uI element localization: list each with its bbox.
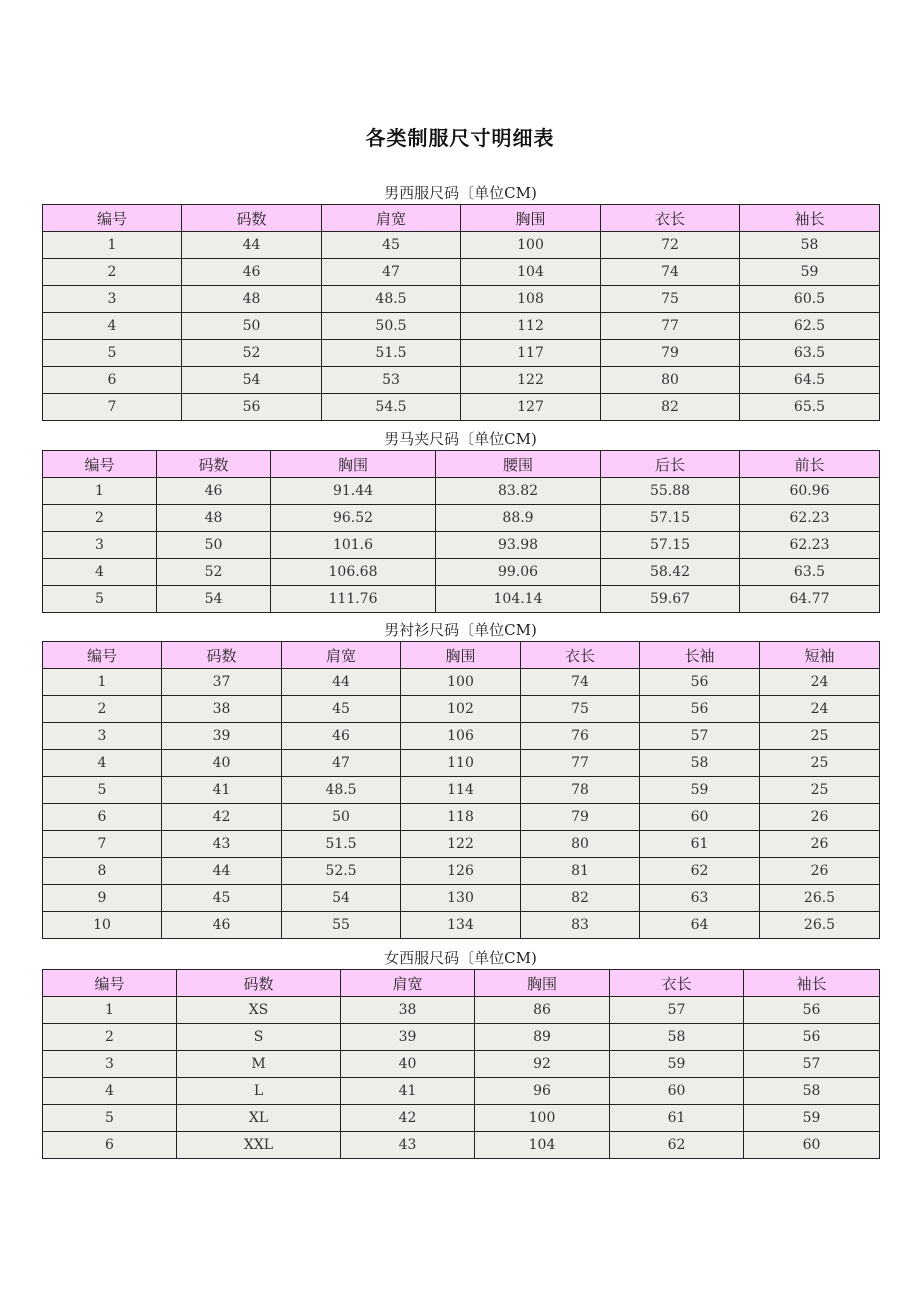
table-row bbox=[43, 586, 880, 613]
table-cell: 118 bbox=[401, 804, 521, 831]
table-row bbox=[43, 669, 880, 696]
table-cell: 91.44 bbox=[271, 478, 436, 505]
table-cell: 50 bbox=[157, 532, 271, 559]
table-cell: 55 bbox=[282, 912, 401, 939]
column-header: 胸围 bbox=[271, 451, 436, 478]
table-row bbox=[43, 912, 880, 939]
table-cell: 59 bbox=[744, 1105, 880, 1132]
table-cell: 41 bbox=[162, 777, 282, 804]
table-row bbox=[43, 777, 880, 804]
table-cell: 101.6 bbox=[271, 532, 436, 559]
column-header: 前长 bbox=[740, 451, 880, 478]
table-cell: 62.5 bbox=[740, 313, 880, 340]
table-cell: 53 bbox=[322, 367, 461, 394]
table-cell: 52 bbox=[157, 559, 271, 586]
page-title: 各类制服尺寸明细表 bbox=[365, 126, 555, 150]
table-cell: 56 bbox=[744, 1024, 880, 1051]
table-cell: 82 bbox=[601, 394, 740, 421]
table-cell: 54 bbox=[282, 885, 401, 912]
table-cell: 62 bbox=[610, 1132, 744, 1159]
table-cell: 48.5 bbox=[282, 777, 401, 804]
table-cell: 47 bbox=[282, 750, 401, 777]
table-cell: 52.5 bbox=[282, 858, 401, 885]
table-cell: 89 bbox=[475, 1024, 610, 1051]
table-row bbox=[43, 505, 880, 532]
table-row bbox=[43, 997, 880, 1024]
table-cell: 4 bbox=[43, 313, 182, 340]
table-cell: 48 bbox=[182, 286, 322, 313]
table-caption: 男衬衫尺码〔单位CM) bbox=[384, 621, 537, 639]
table-cell: 48 bbox=[157, 505, 271, 532]
table-cell: 127 bbox=[461, 394, 601, 421]
table-cell: 54 bbox=[182, 367, 322, 394]
table-cell: 57 bbox=[610, 997, 744, 1024]
table-cell: 42 bbox=[162, 804, 282, 831]
table-cell: 40 bbox=[162, 750, 282, 777]
table-row bbox=[43, 1024, 880, 1051]
column-header: 胸围 bbox=[461, 205, 601, 232]
table-cell: 42 bbox=[341, 1105, 475, 1132]
table-cell: 41 bbox=[341, 1078, 475, 1105]
table-cell: 52 bbox=[182, 340, 322, 367]
table-cell: 96 bbox=[475, 1078, 610, 1105]
table-row bbox=[43, 259, 880, 286]
mens-shirt-table bbox=[42, 641, 880, 939]
table-cell: 40 bbox=[341, 1051, 475, 1078]
table-cell: 59 bbox=[740, 259, 880, 286]
table-cell: 96.52 bbox=[271, 505, 436, 532]
table-row bbox=[43, 696, 880, 723]
table-cell: 64.5 bbox=[740, 367, 880, 394]
table-cell: 6 bbox=[43, 1132, 177, 1159]
mens-vest-section bbox=[42, 428, 879, 613]
table-cell: 58 bbox=[640, 750, 760, 777]
table-cell: 48.5 bbox=[322, 286, 461, 313]
column-header: 肩宽 bbox=[322, 205, 461, 232]
column-header: 肩宽 bbox=[341, 970, 475, 997]
table-cell: 5 bbox=[43, 1105, 177, 1132]
table-cell: 50 bbox=[282, 804, 401, 831]
table-cell: 62.23 bbox=[740, 532, 880, 559]
table-cell: 46 bbox=[157, 478, 271, 505]
mens-suit-table bbox=[42, 204, 880, 421]
table-cell: 9 bbox=[43, 885, 162, 912]
table-cell: 8 bbox=[43, 858, 162, 885]
table-cell: 26 bbox=[760, 858, 880, 885]
column-header: 胸围 bbox=[401, 642, 521, 669]
column-header: 编号 bbox=[43, 970, 177, 997]
table-cell: 50.5 bbox=[322, 313, 461, 340]
table-cell: 114 bbox=[401, 777, 521, 804]
table-cell: 2 bbox=[43, 696, 162, 723]
table-cell: 54 bbox=[157, 586, 271, 613]
table-cell: 112 bbox=[461, 313, 601, 340]
table-cell: 37 bbox=[162, 669, 282, 696]
table-cell: 65.5 bbox=[740, 394, 880, 421]
table-cell: 4 bbox=[43, 1078, 177, 1105]
table-cell: 117 bbox=[461, 340, 601, 367]
table-cell: 92 bbox=[475, 1051, 610, 1078]
table-cell: 3 bbox=[43, 723, 162, 750]
column-header: 衣长 bbox=[601, 205, 740, 232]
table-row bbox=[43, 1132, 880, 1159]
table-cell: 25 bbox=[760, 723, 880, 750]
table-cell: 78 bbox=[521, 777, 640, 804]
column-header: 袖长 bbox=[740, 205, 880, 232]
table-cell: 80 bbox=[521, 831, 640, 858]
table-cell: 54.5 bbox=[322, 394, 461, 421]
table-cell: 64 bbox=[640, 912, 760, 939]
table-cell: 26 bbox=[760, 804, 880, 831]
table-cell: 57.15 bbox=[601, 532, 740, 559]
table-cell: 122 bbox=[461, 367, 601, 394]
table-cell: 83 bbox=[521, 912, 640, 939]
table-cell: 76 bbox=[521, 723, 640, 750]
table-cell: XS bbox=[177, 997, 341, 1024]
womens-suit-table bbox=[42, 969, 880, 1159]
table-cell: 44 bbox=[162, 858, 282, 885]
table-cell: 83.82 bbox=[436, 478, 601, 505]
column-header: 编号 bbox=[43, 451, 157, 478]
table-cell: 58 bbox=[740, 232, 880, 259]
table-cell: 3 bbox=[43, 286, 182, 313]
table-cell: 104 bbox=[461, 259, 601, 286]
column-header: 长袖 bbox=[640, 642, 760, 669]
table-cell: 134 bbox=[401, 912, 521, 939]
table-cell: M bbox=[177, 1051, 341, 1078]
table-cell: 61 bbox=[610, 1105, 744, 1132]
column-header: 衣长 bbox=[521, 642, 640, 669]
table-cell: 102 bbox=[401, 696, 521, 723]
table-cell: 56 bbox=[640, 669, 760, 696]
table-cell: 88.9 bbox=[436, 505, 601, 532]
table-cell: 1 bbox=[43, 478, 157, 505]
table-cell: 1 bbox=[43, 997, 177, 1024]
table-cell: 2 bbox=[43, 505, 157, 532]
table-cell: 111.76 bbox=[271, 586, 436, 613]
table-cell: 25 bbox=[760, 750, 880, 777]
column-header: 肩宽 bbox=[282, 642, 401, 669]
column-header: 编号 bbox=[43, 205, 182, 232]
table-cell: 6 bbox=[43, 367, 182, 394]
table-cell: 56 bbox=[640, 696, 760, 723]
table-cell: 64.77 bbox=[740, 586, 880, 613]
column-header: 胸围 bbox=[475, 970, 610, 997]
table-row bbox=[43, 723, 880, 750]
table-cell: 3 bbox=[43, 532, 157, 559]
table-row bbox=[43, 858, 880, 885]
table-cell: 45 bbox=[322, 232, 461, 259]
table-cell: 45 bbox=[282, 696, 401, 723]
table-cell: 106.68 bbox=[271, 559, 436, 586]
table-row bbox=[43, 394, 880, 421]
table-cell: XXL bbox=[177, 1132, 341, 1159]
table-row bbox=[43, 1105, 880, 1132]
table-row bbox=[43, 559, 880, 586]
table-cell: 5 bbox=[43, 586, 157, 613]
table-cell: 104.14 bbox=[436, 586, 601, 613]
table-cell: 45 bbox=[162, 885, 282, 912]
table-cell: 57 bbox=[744, 1051, 880, 1078]
table-cell: 44 bbox=[282, 669, 401, 696]
mens-vest-table bbox=[42, 450, 880, 613]
column-header: 编号 bbox=[43, 642, 162, 669]
column-header: 袖长 bbox=[744, 970, 880, 997]
table-cell: 57.15 bbox=[601, 505, 740, 532]
table-cell: 63 bbox=[640, 885, 760, 912]
table-cell: 26.5 bbox=[760, 885, 880, 912]
table-row bbox=[43, 367, 880, 394]
table-cell: 55.88 bbox=[601, 478, 740, 505]
table-cell: 10 bbox=[43, 912, 162, 939]
table-cell: 61 bbox=[640, 831, 760, 858]
table-cell: 46 bbox=[182, 259, 322, 286]
table-cell: 59 bbox=[610, 1051, 744, 1078]
table-cell: 4 bbox=[43, 750, 162, 777]
table-cell: 80 bbox=[601, 367, 740, 394]
table-cell: 2 bbox=[43, 259, 182, 286]
table-cell: 5 bbox=[43, 340, 182, 367]
table-cell: 39 bbox=[162, 723, 282, 750]
table-cell: 62 bbox=[640, 858, 760, 885]
table-row bbox=[43, 1078, 880, 1105]
table-cell: 56 bbox=[182, 394, 322, 421]
table-cell: 6 bbox=[43, 804, 162, 831]
column-header: 后长 bbox=[601, 451, 740, 478]
table-cell: 38 bbox=[341, 997, 475, 1024]
table-cell: 26 bbox=[760, 831, 880, 858]
header-row bbox=[43, 205, 880, 232]
table-cell: 59.67 bbox=[601, 586, 740, 613]
table-cell: 24 bbox=[760, 696, 880, 723]
header-row bbox=[43, 642, 880, 669]
table-caption: 女西服尺码〔单位CM) bbox=[384, 949, 537, 967]
table-cell: 77 bbox=[601, 313, 740, 340]
header-row bbox=[43, 970, 880, 997]
table-row bbox=[43, 831, 880, 858]
table-cell: 57 bbox=[640, 723, 760, 750]
table-cell: 62.23 bbox=[740, 505, 880, 532]
table-cell: 130 bbox=[401, 885, 521, 912]
table-row bbox=[43, 340, 880, 367]
table-cell: 77 bbox=[521, 750, 640, 777]
table-cell: 3 bbox=[43, 1051, 177, 1078]
table-cell: 75 bbox=[601, 286, 740, 313]
table-cell: 38 bbox=[162, 696, 282, 723]
table-cell: 39 bbox=[341, 1024, 475, 1051]
table-cell: 4 bbox=[43, 559, 157, 586]
column-header: 码数 bbox=[162, 642, 282, 669]
table-cell: 104 bbox=[475, 1132, 610, 1159]
table-cell: 2 bbox=[43, 1024, 177, 1051]
table-cell: 74 bbox=[601, 259, 740, 286]
table-row bbox=[43, 804, 880, 831]
table-cell: 63.5 bbox=[740, 559, 880, 586]
column-header: 码数 bbox=[177, 970, 341, 997]
table-cell: 51.5 bbox=[282, 831, 401, 858]
table-cell: XL bbox=[177, 1105, 341, 1132]
table-row bbox=[43, 478, 880, 505]
table-cell: 110 bbox=[401, 750, 521, 777]
table-cell: 108 bbox=[461, 286, 601, 313]
table-cell: 5 bbox=[43, 777, 162, 804]
table-cell: 63.5 bbox=[740, 340, 880, 367]
table-cell: 60 bbox=[610, 1078, 744, 1105]
table-cell: L bbox=[177, 1078, 341, 1105]
table-cell: 58.42 bbox=[601, 559, 740, 586]
table-cell: 126 bbox=[401, 858, 521, 885]
table-cell: 58 bbox=[610, 1024, 744, 1051]
table-cell: 58 bbox=[744, 1078, 880, 1105]
table-cell: 50 bbox=[182, 313, 322, 340]
table-row bbox=[43, 885, 880, 912]
table-row bbox=[43, 532, 880, 559]
table-cell: 100 bbox=[461, 232, 601, 259]
table-cell: 72 bbox=[601, 232, 740, 259]
table-cell: 86 bbox=[475, 997, 610, 1024]
table-cell: 24 bbox=[760, 669, 880, 696]
table-cell: 25 bbox=[760, 777, 880, 804]
table-cell: 74 bbox=[521, 669, 640, 696]
table-cell: 60 bbox=[744, 1132, 880, 1159]
table-cell: 60.96 bbox=[740, 478, 880, 505]
table-cell: 46 bbox=[282, 723, 401, 750]
mens-shirt-section bbox=[42, 619, 879, 939]
table-cell: 82 bbox=[521, 885, 640, 912]
table-cell: S bbox=[177, 1024, 341, 1051]
mens-suit-section bbox=[42, 182, 879, 421]
table-cell: 56 bbox=[744, 997, 880, 1024]
header-row bbox=[43, 451, 880, 478]
table-cell: 43 bbox=[341, 1132, 475, 1159]
column-header: 短袖 bbox=[760, 642, 880, 669]
table-cell: 47 bbox=[322, 259, 461, 286]
table-caption: 男马夹尺码〔单位CM) bbox=[384, 430, 537, 448]
table-cell: 46 bbox=[162, 912, 282, 939]
table-cell: 7 bbox=[43, 394, 182, 421]
column-header: 腰围 bbox=[436, 451, 601, 478]
table-cell: 51.5 bbox=[322, 340, 461, 367]
table-row bbox=[43, 1051, 880, 1078]
table-cell: 100 bbox=[401, 669, 521, 696]
table-cell: 93.98 bbox=[436, 532, 601, 559]
table-row bbox=[43, 286, 880, 313]
column-header: 衣长 bbox=[610, 970, 744, 997]
table-cell: 1 bbox=[43, 232, 182, 259]
table-cell: 79 bbox=[601, 340, 740, 367]
womens-suit-section bbox=[42, 947, 879, 1159]
table-caption: 男西服尺码〔单位CM) bbox=[384, 184, 537, 202]
table-cell: 81 bbox=[521, 858, 640, 885]
table-cell: 122 bbox=[401, 831, 521, 858]
table-row bbox=[43, 313, 880, 340]
table-cell: 106 bbox=[401, 723, 521, 750]
table-cell: 26.5 bbox=[760, 912, 880, 939]
table-cell: 60 bbox=[640, 804, 760, 831]
table-cell: 44 bbox=[182, 232, 322, 259]
table-cell: 59 bbox=[640, 777, 760, 804]
table-row bbox=[43, 750, 880, 777]
table-cell: 43 bbox=[162, 831, 282, 858]
column-header: 码数 bbox=[157, 451, 271, 478]
table-cell: 7 bbox=[43, 831, 162, 858]
table-cell: 60.5 bbox=[740, 286, 880, 313]
table-cell: 75 bbox=[521, 696, 640, 723]
table-cell: 100 bbox=[475, 1105, 610, 1132]
column-header: 码数 bbox=[182, 205, 322, 232]
table-cell: 1 bbox=[43, 669, 162, 696]
table-cell: 79 bbox=[521, 804, 640, 831]
table-row bbox=[43, 232, 880, 259]
table-cell: 99.06 bbox=[436, 559, 601, 586]
